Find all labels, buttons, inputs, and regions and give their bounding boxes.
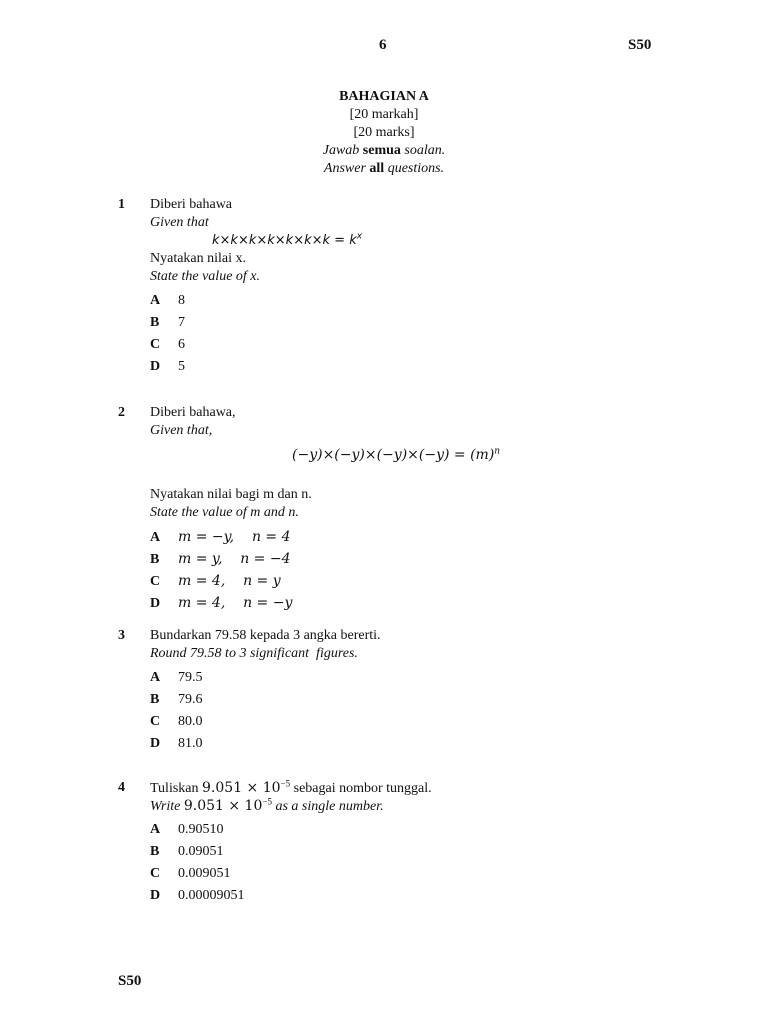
q2-ask-english: State the value of m and n. (150, 505, 299, 520)
q3-stem-english: Round 79.58 to 3 significant figures. (150, 646, 358, 661)
paper-code-footer: S50 (118, 973, 142, 989)
q1-expression: $k\times k\times k\times k\times k\times k\times k = k^x$ (212, 231, 363, 248)
q4-options (150, 821, 432, 909)
paper-code-header: S50 (628, 37, 652, 53)
q4-option-b[interactable]: B 0.09051 (150, 844, 224, 859)
q1-stem-malay: Diberi bahawa (150, 197, 233, 212)
q1-ask-english: State the value of x. (150, 269, 261, 284)
q4-option-c[interactable]: C 0.009051 (150, 866, 231, 881)
q4-stem-malay: Tuliskan $9.051 \times 10^{-5}$ sebagai nombor tunggal. (150, 778, 432, 796)
marks-english: [20 marks] (353, 125, 415, 140)
question-4 (150, 779, 432, 909)
q3-option-b[interactable]: B 79.6 (150, 692, 203, 707)
q1-option-c[interactable]: C 6 (150, 337, 185, 352)
q2-option-b[interactable]: B m = y, n = −4 (150, 551, 291, 567)
q2-option-a[interactable]: A m = −y, n = 4 (150, 529, 291, 545)
question-1-number: 1 (118, 197, 125, 212)
question-3 (150, 627, 381, 757)
q1-ask-malay: Nyatakan nilai x. (150, 251, 247, 266)
q3-options (150, 669, 381, 757)
section-header (234, 88, 534, 178)
question-4-number: 4 (118, 780, 125, 795)
instruction-english: Answer all questions. (323, 161, 445, 176)
q3-option-c[interactable]: C 80.0 (150, 714, 203, 729)
q4-stem-english: Write $9.051 \times 10^{-5}$ as a single number. (150, 796, 384, 814)
q3-stem-malay: Bundarkan 79.58 kepada 3 angka bererti. (150, 628, 381, 643)
q3-option-d[interactable]: D 81.0 (150, 736, 203, 751)
q1-options (150, 292, 362, 380)
q1-option-a[interactable]: A 8 (150, 293, 185, 308)
q4-option-a[interactable]: A 0.90510 (150, 822, 224, 837)
question-2-number: 2 (118, 405, 125, 420)
q2-option-c[interactable]: C m = 4, n = y (150, 573, 281, 589)
page-number: 6 (379, 37, 387, 53)
q2-stem-malay: Diberi bahawa, (150, 405, 236, 420)
instruction-malay: Jawab semua soalan. (322, 143, 446, 158)
question-3-number: 3 (118, 628, 125, 643)
section-title: BAHAGIAN A (339, 89, 429, 104)
question-2 (150, 404, 500, 616)
question-1 (150, 196, 362, 380)
q2-options (150, 528, 500, 616)
q2-expression: $(-y)\times(-y)\times(-y)\times(-y) = (m)^n$ (292, 446, 501, 463)
q1-option-b[interactable]: B 7 (150, 315, 185, 330)
q4-option-d[interactable]: D 0.00009051 (150, 888, 245, 903)
q3-option-a[interactable]: A 79.5 (150, 670, 203, 685)
q1-option-d[interactable]: D 5 (150, 359, 185, 374)
q2-option-d[interactable]: D m = 4, n = −y (150, 595, 293, 611)
marks-malay: [20 markah] (349, 107, 419, 122)
q2-ask-malay: Nyatakan nilai bagi m dan n. (150, 487, 312, 502)
q1-stem-english: Given that (150, 215, 209, 230)
q2-stem-english: Given that, (150, 423, 213, 438)
